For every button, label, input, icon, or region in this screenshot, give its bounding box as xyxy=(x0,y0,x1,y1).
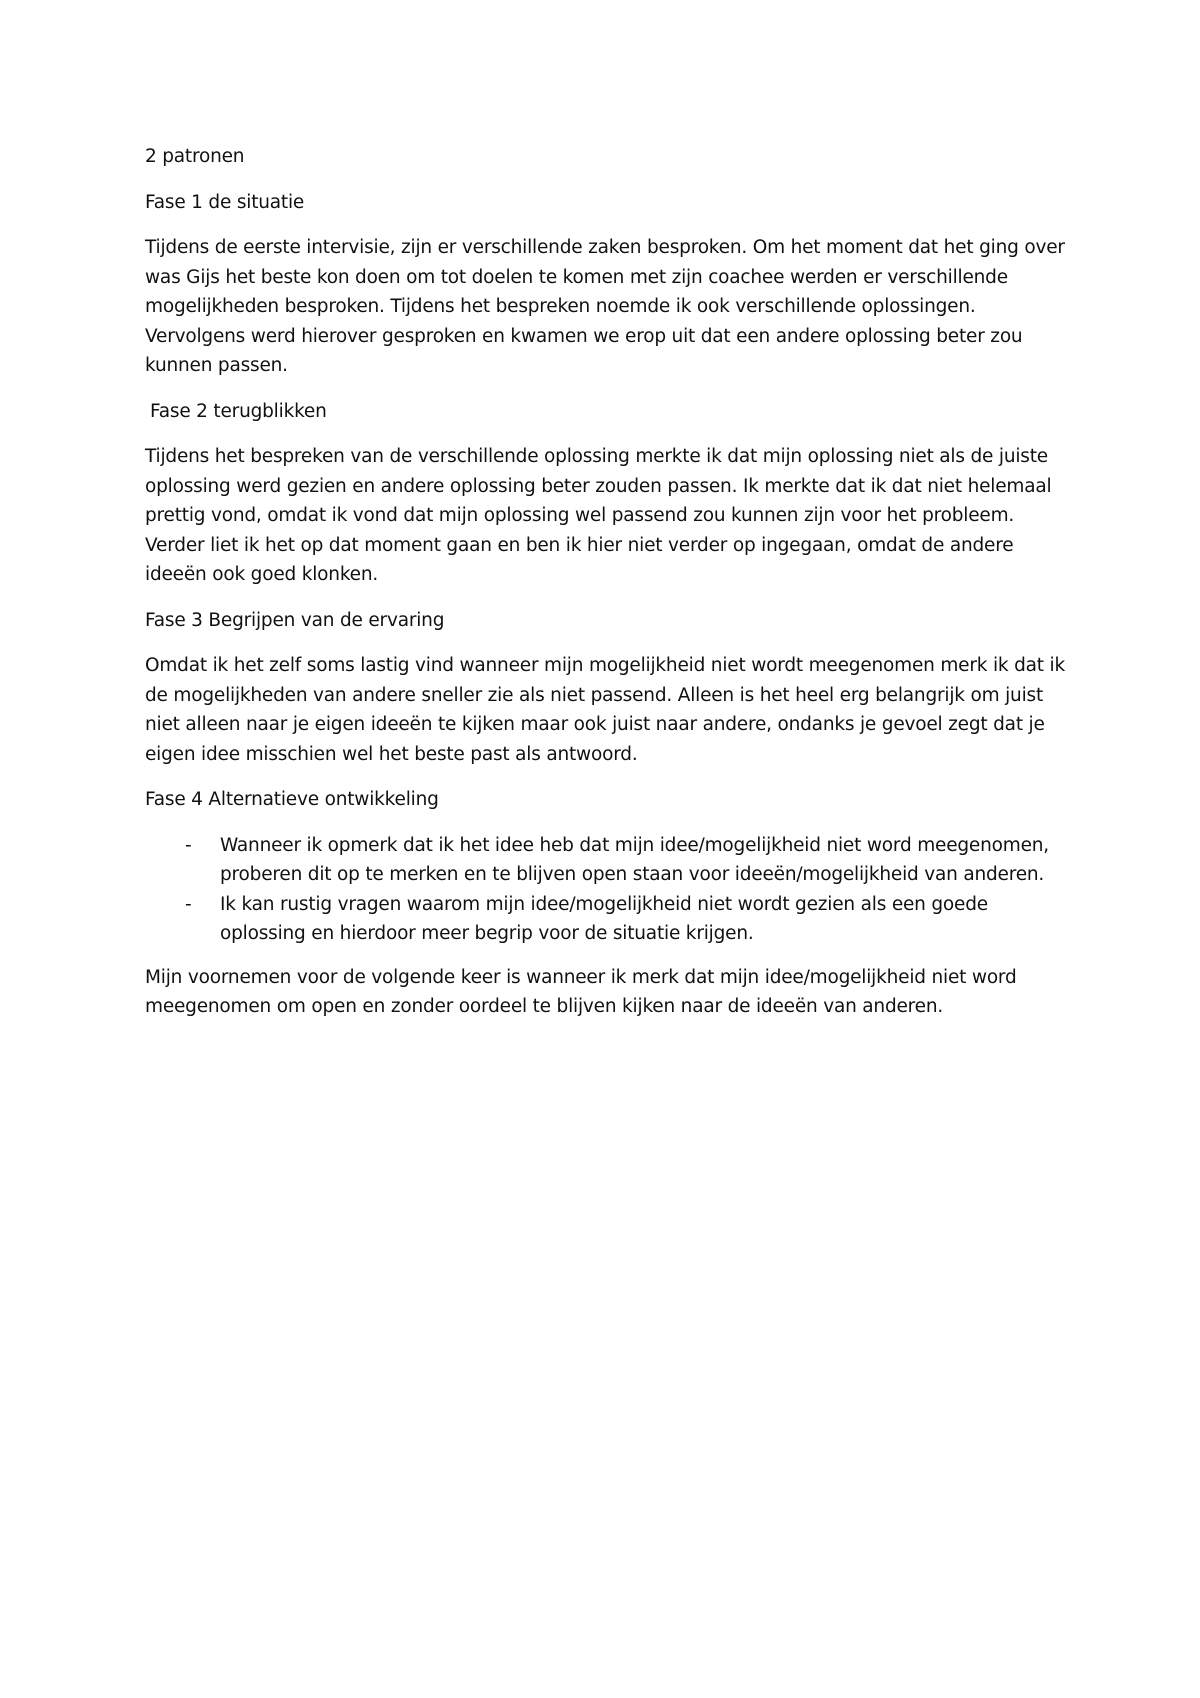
section-heading-fase-4: Fase 4 Alternatieve ontwikkeling xyxy=(145,789,439,810)
bullet-list xyxy=(145,831,1075,949)
section-heading-fase-2: Fase 2 terugblikken xyxy=(150,400,327,422)
section-body-fase-2: Tijdens het bespreken van de verschillende oplossing merkte ik dat mijn oplossing niet als de juiste oplossing werd gezien en andere oplossing beter zouden passen. Ik merkte dat ik dat niet helemaal prettig vond, omdat ik vond dat mijn oplossing wel passend zou kunnen zijn voor het probleem. Verder liet ik het op dat moment gaan en ben ik hier niet verder op ingegaan, omdat de andere ideeën ook goed klonken. xyxy=(145,446,1052,585)
bullet-dash: - xyxy=(185,893,192,915)
bullet-dash: - xyxy=(185,834,192,856)
list-item xyxy=(145,831,1075,890)
section-body-fase-3: Omdat ik het zelf soms lastig vind wanneer mijn mogelijkheid niet wordt meegenomen merk ik dat ik de mogelijkheden van andere sneller zie als niet passend. Alleen is het heel erg belangrijk om juist niet alleen naar je eigen ideeën te kijken maar ook juist naar andere, ondanks je gevoel zegt dat je eigen idee misschien wel het beste past als antwoord. xyxy=(145,655,1065,765)
section-heading-fase-3: Fase 3 Begrijpen van de ervaring xyxy=(145,609,445,631)
document-title: 2 patronen xyxy=(145,146,245,167)
list-item-text: Wanneer ik opmerk dat ik het idee heb dat mijn idee/mogelijkheid niet word meegenomen, proberen dit op te merken en te blijven open staan voor ideeën/mogelijkheid van anderen. xyxy=(220,834,1049,885)
closing-paragraph: Mijn voornemen voor de volgende keer is wanneer ik merk dat mijn idee/mogelijkheid niet word meegenomen om open en zonder oordeel te blijven kijken naar de ideeën van anderen. xyxy=(145,966,1017,1017)
section-heading-fase-1: Fase 1 de situatie xyxy=(145,191,305,213)
list-item-text: Ik kan rustig vragen waarom mijn idee/mogelijkheid niet wordt gezien als een goede oplossing en hierdoor meer begrip voor de situatie krijgen. xyxy=(220,893,988,944)
list-item xyxy=(145,890,1075,949)
section-body-fase-1: Tijdens de eerste intervisie, zijn er verschillende zaken besproken. Om het moment dat het ging over was Gijs het beste kon doen om tot doelen te komen met zijn coachee werden er verschillende mogelijkheden besproken. Tijdens het bespreken noemde ik ook verschillende oplossingen. Vervolgens werd hierover gesproken en kwamen we erop uit dat een andere oplossing beter zou kunnen passen. xyxy=(145,237,1065,376)
document-body xyxy=(145,142,1075,1038)
